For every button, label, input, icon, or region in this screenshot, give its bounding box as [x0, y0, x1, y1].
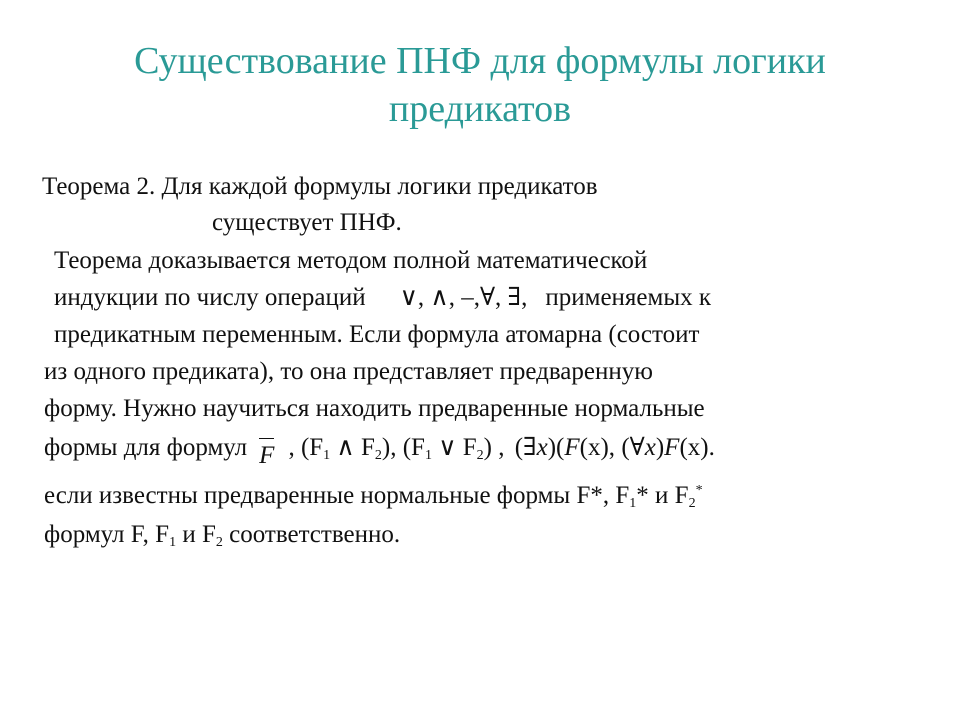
formula-symbol: F [564, 434, 580, 461]
subscript: 1 [629, 496, 637, 511]
conjunction-op: ∧ F [330, 434, 375, 461]
proof-line-8-start: формул F, F [44, 521, 170, 548]
variable: x [644, 434, 656, 461]
disjunction-open: ), (F [381, 434, 425, 461]
exists-quantifier: (∃ [514, 434, 537, 461]
slide-title-line-2: предикатов [388, 88, 572, 130]
argument: (x), [579, 434, 616, 461]
conjunction-open: , (F [288, 434, 324, 461]
forall-quantifier: (∀ [621, 434, 645, 461]
proof-line-2 [54, 283, 711, 313]
formula-symbol: F [664, 434, 680, 461]
proof-line-2-start: индукции по числу операций [54, 284, 366, 311]
proof-line-7-start: если известны предваренные нормальные формы F*, F [44, 482, 630, 509]
subscript: 2 [374, 448, 382, 463]
proof-line-5: форму. Нужно научиться находить предваренные нормальные [44, 395, 705, 422]
paren: ) [655, 434, 665, 461]
subscript: 2 [476, 448, 484, 463]
proof-line-8 [44, 520, 400, 550]
proof-line-7-mid: * и F [636, 482, 689, 509]
disjunction-op: ∨ F [431, 434, 477, 461]
theorem-line-1: Теорема 2. Для каждой формулы логики предикатов [42, 173, 598, 200]
disjunction-close: ) , [483, 434, 505, 461]
subscript: 1 [323, 448, 331, 463]
proof-line-8-mid: и F [176, 521, 216, 548]
proof-line-7 [44, 481, 703, 511]
forall-formula [621, 434, 715, 461]
proof-line-3: предикатным переменным. Если формула атомарна (состоит [54, 321, 700, 348]
argument: (x). [679, 434, 715, 461]
negated-formula: F [259, 442, 275, 469]
theorem-line-2: существует ПНФ. [212, 209, 402, 236]
proof-line-1: Теорема доказывается методом полной математической [54, 247, 648, 274]
proof-line-8-end: соответственно. [222, 521, 401, 548]
superscript: * [695, 483, 703, 498]
slide-title-line-1: Существование ПНФ для формулы логики [134, 40, 826, 82]
subscript: 1 [424, 448, 432, 463]
subscript: 2 [215, 535, 223, 550]
proof-line-6 [44, 433, 715, 471]
variable: x [536, 434, 548, 461]
proof-line-2-end: применяемых к [545, 284, 712, 311]
subscript: 2 [688, 496, 696, 511]
paren: )( [547, 434, 565, 461]
proof-line-4: из одного предиката), то она представляет предваренную [44, 358, 653, 385]
exists-formula [515, 434, 615, 461]
logic-operations: ∨, ∧, –,∀, ∃, [399, 284, 528, 311]
proof-line-6-start: формы для формул [44, 434, 248, 461]
subscript: 1 [169, 535, 177, 550]
